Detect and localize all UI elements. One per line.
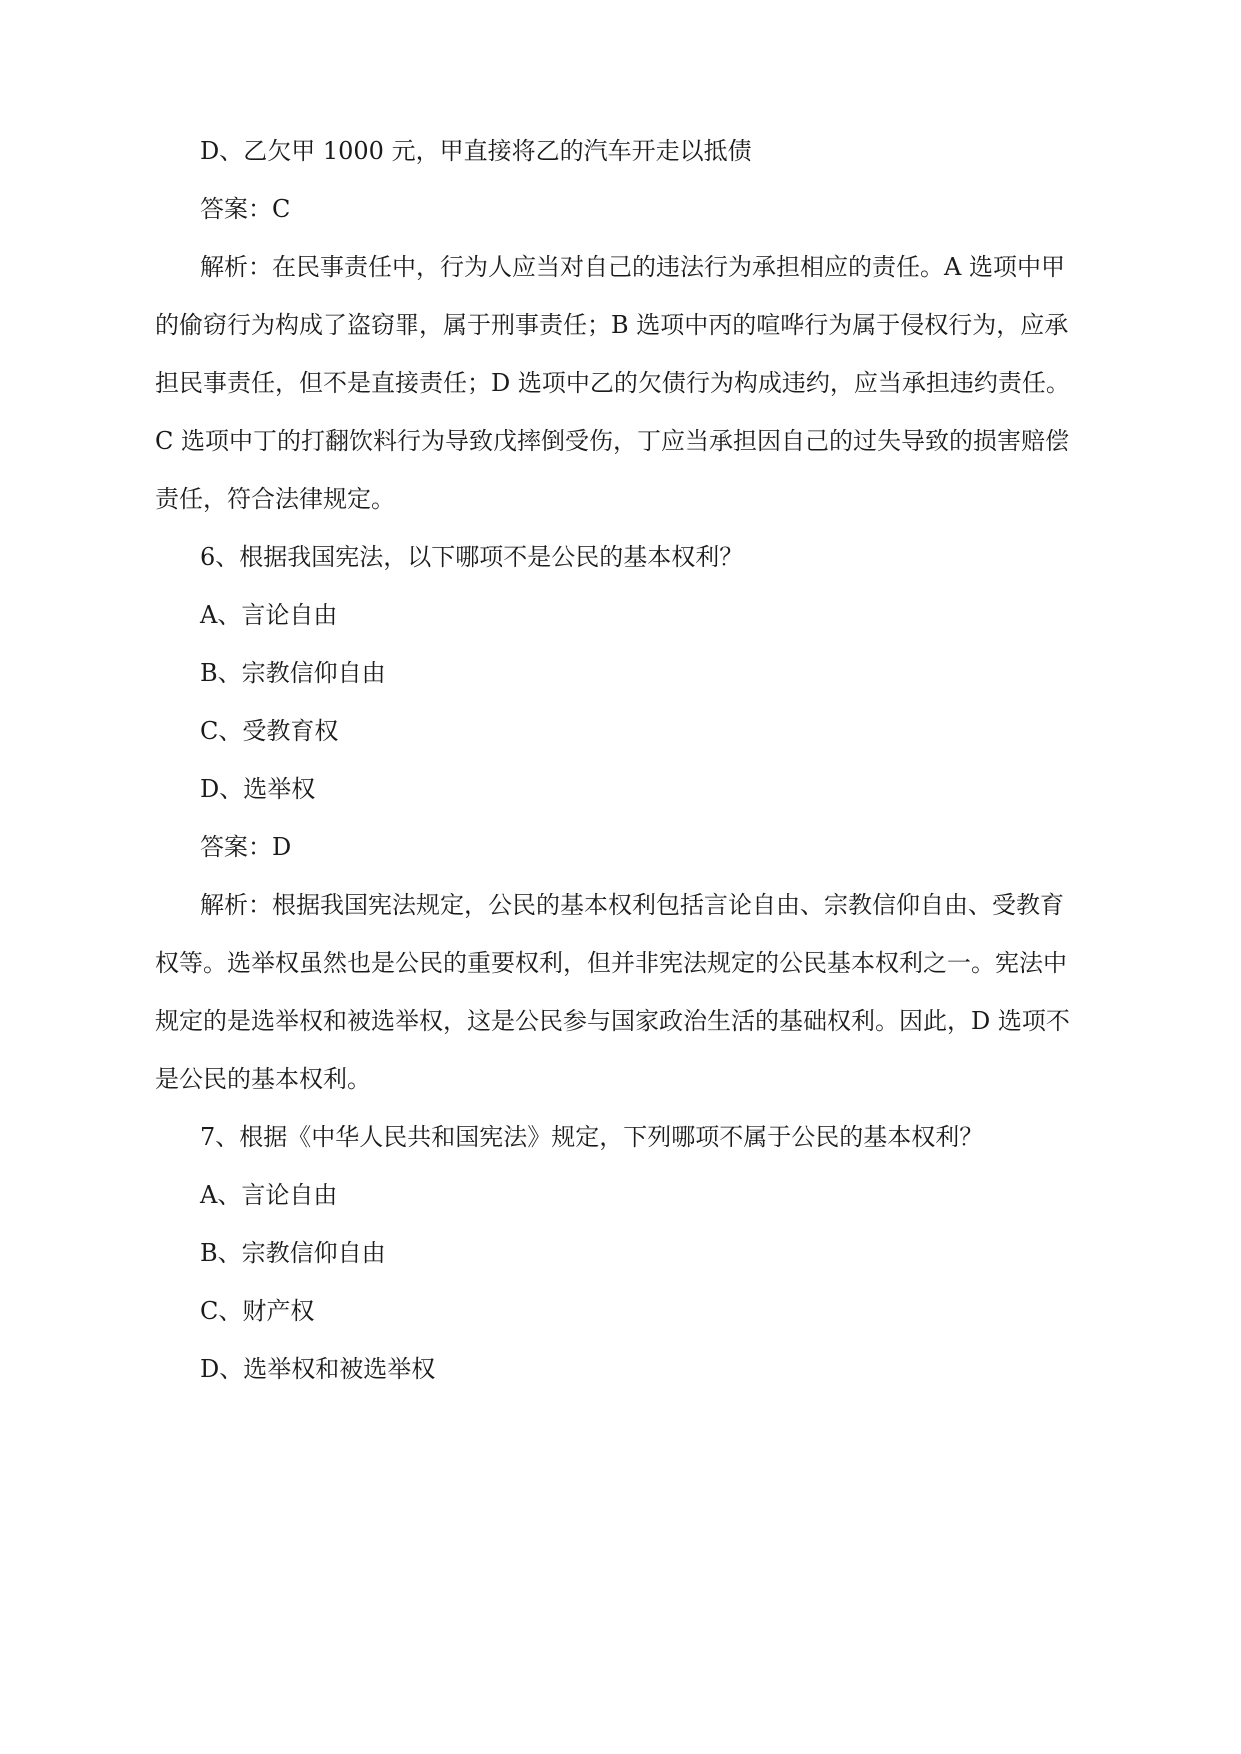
q7-question: 7、根据《中华人民共和国宪法》规定，下列哪项不属于公民的基本权利？: [200, 1123, 984, 1151]
analysis-line: 规定的是选举权和被选举权，这是公民参与国家政治生活的基础权利。因此，D 选项不: [155, 1007, 1070, 1035]
q6-option-c: C、受教育权: [200, 717, 339, 745]
q6-answer: 答案：D: [200, 833, 292, 861]
q6-question: 6、根据我国宪法，以下哪项不是公民的基本权利？: [200, 543, 744, 571]
q7-option-c: C、财产权: [200, 1297, 315, 1325]
q6-option-d: D、选举权: [200, 775, 316, 803]
q7-option-a: A、言论自由: [200, 1181, 338, 1209]
analysis-line: 担民事责任，但不是直接责任；D 选项中乙的欠债行为构成违约，应当承担违约责任。: [155, 369, 1070, 397]
analysis-line: 权等。选举权虽然也是公民的重要权利，但并非宪法规定的公民基本权利之一。宪法中: [155, 949, 1067, 977]
analysis-line: 解析：根据我国宪法规定，公民的基本权利包括言论自由、宗教信仰自由、受教育: [200, 891, 1064, 919]
analysis-line: 是公民的基本权利。: [155, 1065, 371, 1093]
analysis-line: 的偷窃行为构成了盗窃罪，属于刑事责任；B 选项中丙的喧哗行为属于侵权行为，应承: [155, 311, 1069, 339]
q6-option-b: B、宗教信仰自由: [200, 659, 386, 687]
q7-option-b: B、宗教信仰自由: [200, 1239, 386, 1267]
q5-option-d: D、乙欠甲 1000 元，甲直接将乙的汽车开走以抵债: [200, 137, 752, 165]
analysis-line: C 选项中丁的打翻饮料行为导致戊摔倒受伤，丁应当承担因自己的过失导致的损害赔偿: [155, 427, 1069, 455]
analysis-line: 解析：在民事责任中，行为人应当对自己的违法行为承担相应的责任。A 选项中甲: [200, 253, 1065, 281]
q7-option-d: D、选举权和被选举权: [200, 1355, 436, 1383]
q5-answer: 答案：C: [200, 195, 291, 223]
q6-option-a: A、言论自由: [200, 601, 338, 629]
analysis-line: 责任，符合法律规定。: [155, 485, 395, 513]
